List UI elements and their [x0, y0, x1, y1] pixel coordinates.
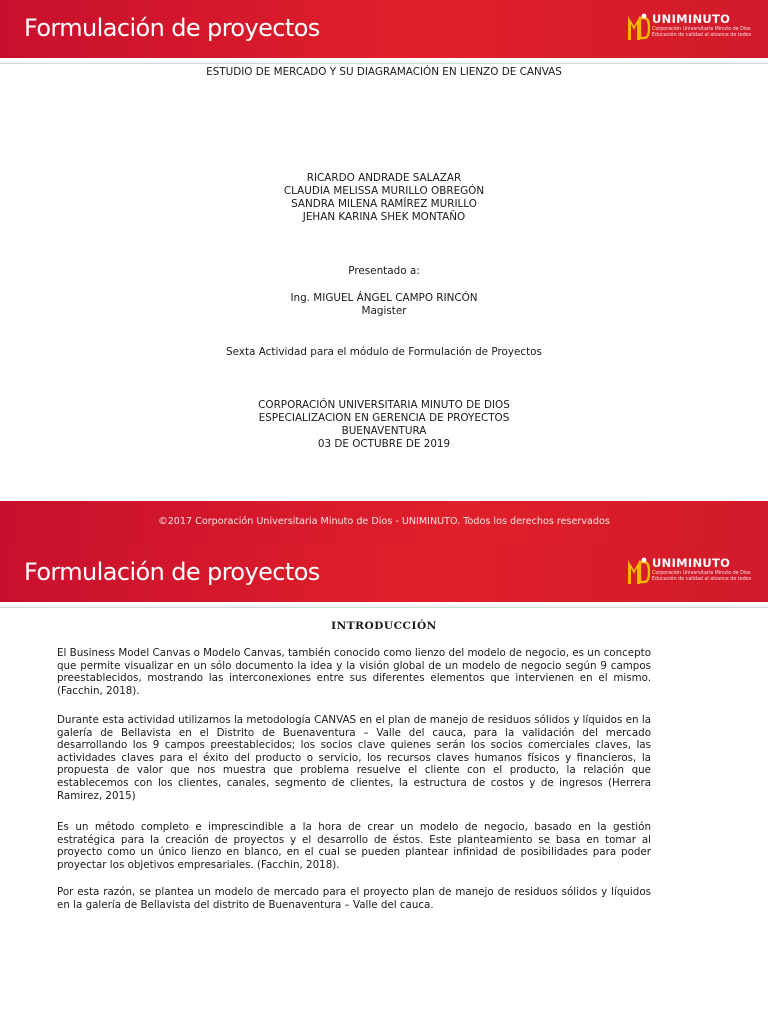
author-name: CLAUDIA MELISSA MURILLO OBREGÓN — [283, 185, 485, 197]
document-title: ESTUDIO DE MERCADO Y SU DIAGRAMACIÓN EN LIENZO DE CANVAS — [206, 66, 562, 78]
author-name: RICARDO ANDRADE SALAZAR — [306, 172, 462, 184]
logo-subtitle: Corporación Universitaria Minuto de Dios — [652, 571, 751, 576]
logo-slogan: Educación de calidad al alcance de todos — [652, 577, 752, 582]
city-name: BUENAVENTURA — [341, 425, 427, 437]
uniminuto-logo-icon — [626, 12, 650, 42]
document-date: 03 DE OCTUBRE DE 2019 — [317, 438, 451, 450]
institution-name: CORPORACIÓN UNIVERSITARIA MINUTO DE DIOS — [258, 399, 510, 411]
logo-subtitle: Corporación Universitaria Minuto de Dios — [652, 27, 751, 32]
author-name: JEHAN KARINA SHEK MONTAÑO — [302, 211, 466, 223]
program-name: ESPECIALIZACION EN GERENCIA DE PROYECTOS — [258, 412, 510, 424]
presented-to-label: Presentado a: — [348, 265, 420, 277]
header-divider — [0, 602, 768, 608]
page-header — [0, 544, 768, 602]
logo-name: UNIMINUTO — [652, 556, 731, 570]
teacher-name: Ing. MIGUEL ÁNGEL CAMPO RINCÓN — [290, 292, 478, 304]
logo-name: UNIMINUTO — [652, 12, 731, 26]
header-title: Formulación de proyectos — [24, 558, 320, 586]
uniminuto-logo — [626, 556, 756, 586]
header-divider — [0, 58, 768, 64]
activity-description: Sexta Actividad para el módulo de Formulación de Proyectos — [226, 346, 542, 358]
copyright-text: ©2017 Corporación Universitaria Minuto de Dios - UNIMINUTO. Todos los derechos reservados — [158, 516, 610, 527]
logo-slogan: Educación de calidad al alcance de todos — [652, 33, 752, 38]
section-heading: INTRODUCCIÓN — [331, 620, 437, 632]
intro-paragraph: Por esta razón, se plantea un modelo de mercado para el proyecto plan de manejo de residuos sólidos y líquidos en la galería de Bellavista del distrito de Buenaventura – Valle del cauca. — [57, 886, 651, 911]
intro-paragraph: Durante esta actividad utilizamos la metodología CANVAS en el plan de manejo de residuos sólidos y líquidos en la galería de Bellavista en el Distrito de Buenaventura – Valle del cauca, para la validación del mercado desarrollando los 9 campos preestablecidos; los socios clave quienes serán los socios comerciales claves, las actividades claves para el éxito del producto o servicio, los recursos claves humanos físicos y financieros, la propuesta de valor que nos muestra que problema resuelve el cliente con el producto, la relación que establecemos con los clientes, canales, segmento de clientes, la estructura de costos y de ingresos (Herrera Ramirez, 2015) — [57, 714, 651, 802]
uniminuto-logo-icon — [626, 556, 650, 586]
intro-paragraph: El Business Model Canvas o Modelo Canvas, también conocido como lienzo del modelo de negocio, es un concepto que permite visualizar en un sólo documento la idea y la visión global de un modelo de negocio según 9 campos preestablecidos, mostrando las interconexiones entre sus diferentes elementos que intervienen en el mismo. (Facchin, 2018). — [57, 647, 651, 697]
intro-paragraph: Es un método completo e imprescindible a la hora de crear un modelo de negocio, basado en la gestión estratégica para la creación de proyectos y el desarrollo de éstos. Este planteamiento se basa en tomar al proyecto como un único lienzo en blanco, en el cual se pueden plantear infinidad de posibilidades para poder proyectar los objetivos empresariales. (Facchin, 2018). — [57, 821, 651, 871]
author-name: SANDRA MILENA RAMÍREZ MURILLO — [291, 198, 477, 210]
uniminuto-logo — [626, 12, 756, 42]
header-title: Formulación de proyectos — [24, 14, 320, 42]
teacher-title: Magister — [361, 305, 407, 317]
page-header — [0, 0, 768, 58]
page-footer — [0, 501, 768, 544]
